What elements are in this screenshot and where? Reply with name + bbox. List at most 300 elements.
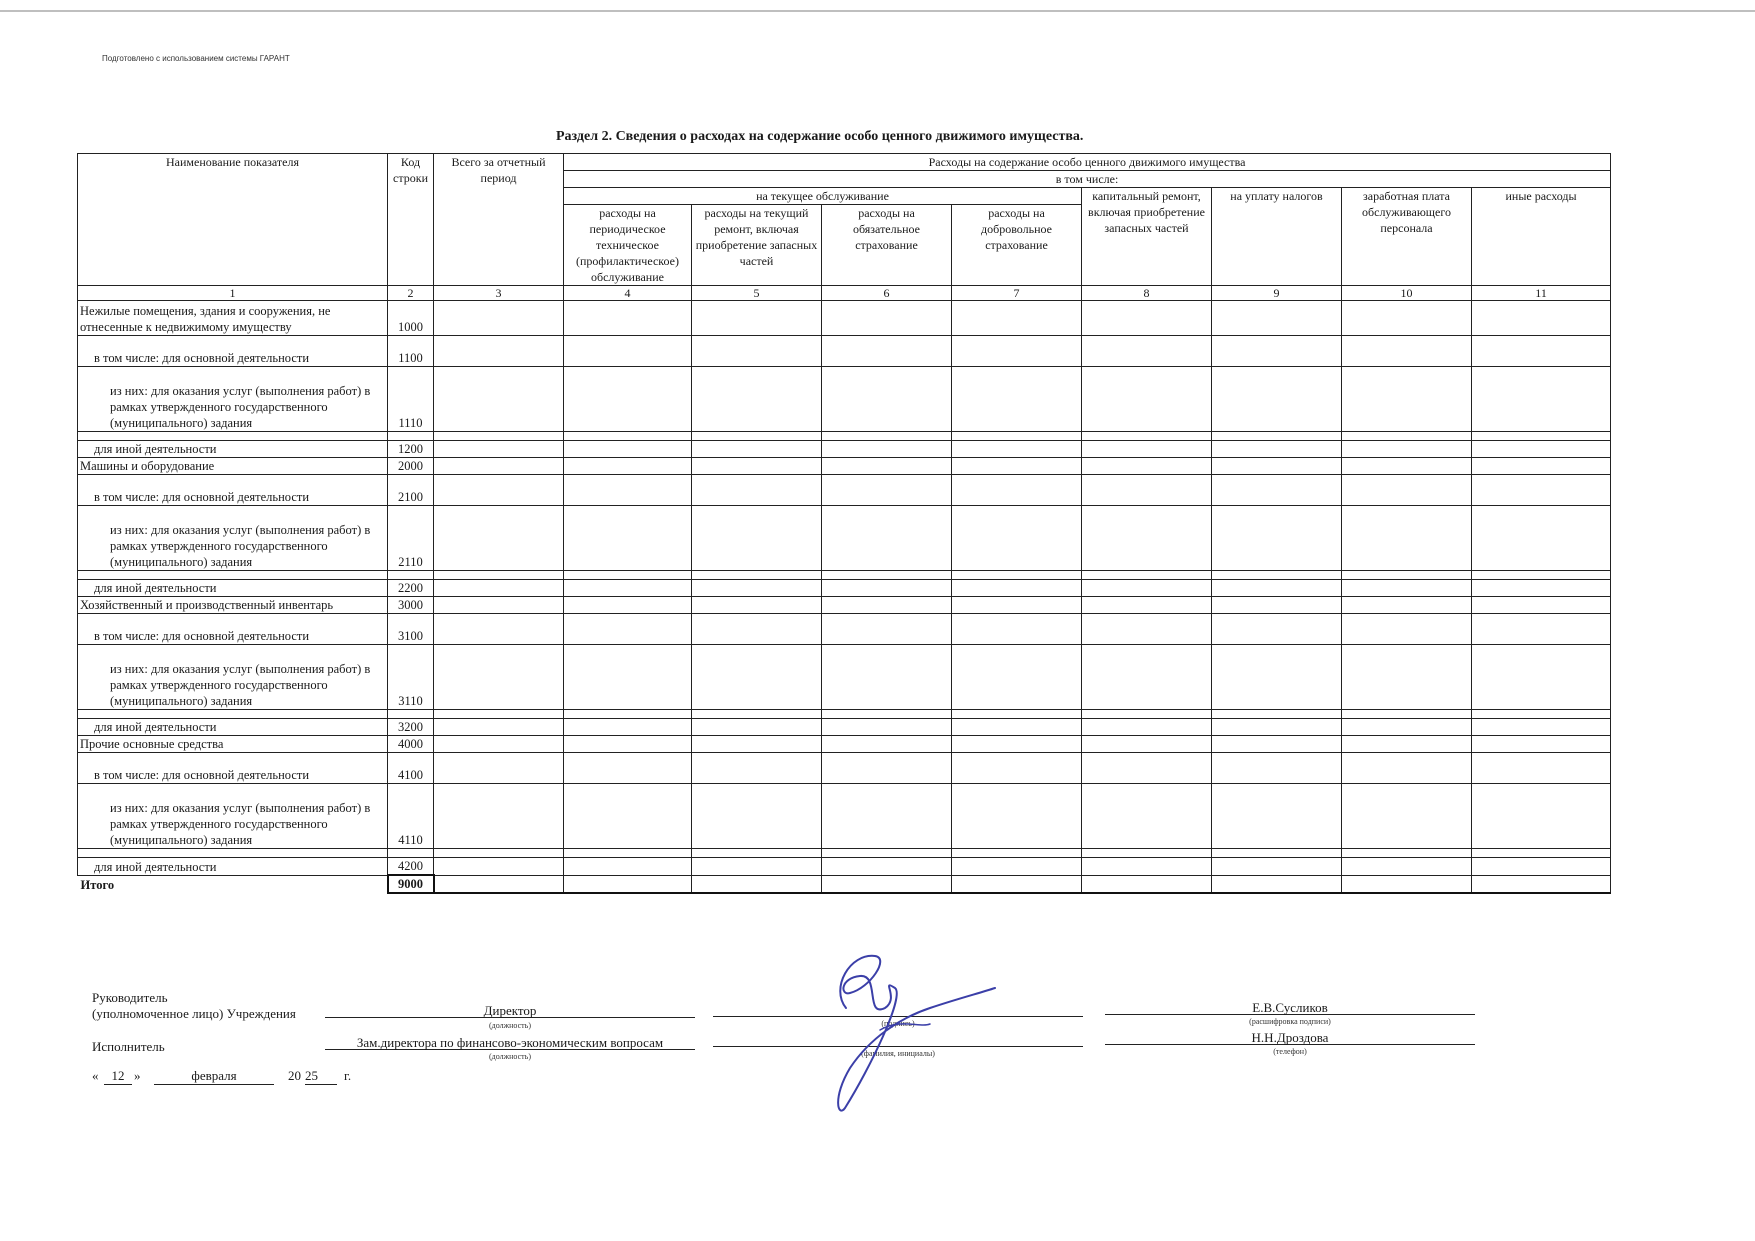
row-code: 1200	[388, 441, 434, 458]
value-cell	[564, 597, 692, 614]
value-cell	[1212, 858, 1342, 876]
date-open-quote: «	[92, 1068, 99, 1083]
value-cell	[1082, 858, 1212, 876]
value-cell	[434, 301, 564, 336]
empty-cell	[434, 710, 564, 719]
empty-cell	[1212, 571, 1342, 580]
col-num: 4	[564, 286, 692, 301]
empty-cell	[1342, 432, 1472, 441]
col-salary-header: заработная плата обслуживающего персонала	[1342, 188, 1472, 286]
value-cell	[1212, 441, 1342, 458]
value-cell	[1082, 475, 1212, 506]
value-cell	[564, 736, 692, 753]
value-cell	[1212, 784, 1342, 849]
value-cell	[434, 580, 564, 597]
value-cell	[1212, 367, 1342, 432]
value-cell	[1472, 736, 1611, 753]
value-cell	[952, 753, 1082, 784]
empty-cell	[78, 432, 388, 441]
empty-cell	[1212, 849, 1342, 858]
value-cell	[1472, 506, 1611, 571]
value-cell	[434, 858, 564, 876]
value-cell	[1472, 614, 1611, 645]
empty-cell	[692, 432, 822, 441]
value-cell	[952, 736, 1082, 753]
section-title: Раздел 2. Сведения о расходах на содержание особо ценного движимого имущества.	[556, 129, 1084, 144]
row-name: Машины и оборудование	[78, 458, 388, 475]
exec-fio-caption: (фамилия, инициалы)	[861, 1049, 935, 1058]
value-cell	[822, 614, 952, 645]
col-num: 5	[692, 286, 822, 301]
value-cell	[564, 301, 692, 336]
value-cell	[692, 719, 822, 736]
empty-cell	[1472, 432, 1611, 441]
value-cell	[434, 784, 564, 849]
head-position: Директор	[483, 1003, 537, 1018]
value-cell	[1082, 597, 1212, 614]
date-day: 12	[104, 1068, 132, 1085]
value-cell	[434, 614, 564, 645]
empty-cell	[434, 432, 564, 441]
value-cell	[1082, 580, 1212, 597]
value-cell	[952, 580, 1082, 597]
head-label-2: (уполномоченное лицо) Учреждения	[92, 1006, 296, 1021]
empty-cell	[1342, 849, 1472, 858]
value-cell	[952, 506, 1082, 571]
table-row	[78, 580, 1611, 597]
value-cell	[822, 441, 952, 458]
empty-cell	[692, 849, 822, 858]
value-cell	[1342, 475, 1472, 506]
empty-cell	[78, 849, 388, 858]
exec-name: Н.Н.Дроздова	[1251, 1030, 1329, 1045]
value-cell	[564, 506, 692, 571]
row-code: 4100	[388, 753, 434, 784]
value-cell	[564, 858, 692, 876]
value-cell	[692, 614, 822, 645]
value-cell	[822, 475, 952, 506]
empty-cell	[1212, 710, 1342, 719]
row-name: из них: для оказания услуг (выполнения работ) в рамках утвержденного государственного (муниципального) задания	[78, 367, 388, 432]
row-name: для иной деятельности	[78, 719, 388, 736]
expenses-table	[77, 153, 1611, 894]
value-cell	[434, 336, 564, 367]
value-cell	[692, 580, 822, 597]
table-row	[78, 719, 1611, 736]
value-cell	[1082, 784, 1212, 849]
value-cell	[1472, 458, 1611, 475]
empty-cell	[692, 710, 822, 719]
empty-cell	[1472, 571, 1611, 580]
date-year: 25	[305, 1068, 337, 1085]
table-row	[78, 441, 1611, 458]
value-cell	[1342, 753, 1472, 784]
row-name: из них: для оказания услуг (выполнения работ) в рамках утвержденного государственного (муниципального) задания	[78, 506, 388, 571]
head-name-caption: (расшифровка подписи)	[1249, 1017, 1331, 1026]
value-cell	[1082, 301, 1212, 336]
value-cell	[1212, 597, 1342, 614]
value-cell	[1212, 301, 1342, 336]
empty-cell	[692, 571, 822, 580]
col-num: 8	[1082, 286, 1212, 301]
col-num: 2	[388, 286, 434, 301]
value-cell	[692, 753, 822, 784]
value-cell	[1082, 367, 1212, 432]
head-name: Е.В.Сусликов	[1252, 1000, 1328, 1015]
empty-cell	[1212, 432, 1342, 441]
value-cell	[1082, 506, 1212, 571]
head-sign-caption: (подпись)	[881, 1019, 915, 1028]
row-code: 1100	[388, 336, 434, 367]
value-cell	[1212, 475, 1342, 506]
value-cell	[1212, 736, 1342, 753]
value-cell	[1342, 597, 1472, 614]
value-cell	[1472, 475, 1611, 506]
row-name: в том числе: для основной деятельности	[78, 336, 388, 367]
value-cell	[692, 441, 822, 458]
col-mandatory-header: расходы на обязательное страхование	[822, 205, 952, 286]
value-cell	[434, 475, 564, 506]
empty-cell	[434, 571, 564, 580]
value-cell	[434, 506, 564, 571]
row-code: 2100	[388, 475, 434, 506]
value-cell	[1212, 753, 1342, 784]
total-value-cell	[952, 875, 1082, 893]
value-cell	[952, 458, 1082, 475]
total-label: Итого	[78, 875, 388, 893]
empty-cell	[388, 432, 434, 441]
value-cell	[822, 753, 952, 784]
spacer-row	[78, 571, 1611, 580]
value-cell	[952, 336, 1082, 367]
value-cell	[952, 475, 1082, 506]
value-cell	[564, 784, 692, 849]
empty-cell	[388, 710, 434, 719]
spacer-row	[78, 432, 1611, 441]
value-cell	[1342, 614, 1472, 645]
value-cell	[1472, 441, 1611, 458]
row-code: 2200	[388, 580, 434, 597]
value-cell	[1082, 645, 1212, 710]
total-value-cell	[1342, 875, 1472, 893]
value-cell	[822, 719, 952, 736]
row-code: 1110	[388, 367, 434, 432]
value-cell	[952, 784, 1082, 849]
value-cell	[692, 475, 822, 506]
value-cell	[564, 475, 692, 506]
value-cell	[692, 506, 822, 571]
table-row	[78, 645, 1611, 710]
value-cell	[1472, 597, 1611, 614]
date-close-quote: »	[134, 1068, 141, 1083]
table-body	[78, 301, 1611, 894]
empty-cell	[1342, 710, 1472, 719]
value-cell	[822, 458, 952, 475]
table-row	[78, 475, 1611, 506]
value-cell	[1212, 336, 1342, 367]
row-name: в том числе: для основной деятельности	[78, 753, 388, 784]
row-code: 1000	[388, 301, 434, 336]
empty-cell	[1082, 849, 1212, 858]
row-name: для иной деятельности	[78, 580, 388, 597]
row-name: из них: для оказания услуг (выполнения работ) в рамках утвержденного государственного (муниципального) задания	[78, 645, 388, 710]
exec-position: Зам.директора по финансово-экономическим вопросам	[356, 1035, 664, 1050]
table-row	[78, 458, 1611, 475]
col-num: 9	[1212, 286, 1342, 301]
col-voluntary-header: расходы на добровольное страхование	[952, 205, 1082, 286]
table-row	[78, 367, 1611, 432]
row-code: 4000	[388, 736, 434, 753]
row-name: Нежилые помещения, здания и сооружения, не отнесенные к недвижимому имуществу	[78, 301, 388, 336]
value-cell	[1082, 719, 1212, 736]
value-cell	[1472, 753, 1611, 784]
prepared-note: Подготовлено с использованием системы ГАРАНТ	[102, 54, 290, 63]
row-name: в том числе: для основной деятельности	[78, 475, 388, 506]
col-num: 10	[1342, 286, 1472, 301]
value-cell	[692, 458, 822, 475]
value-cell	[822, 336, 952, 367]
value-cell	[952, 719, 1082, 736]
value-cell	[434, 441, 564, 458]
value-cell	[822, 367, 952, 432]
value-cell	[564, 614, 692, 645]
value-cell	[434, 367, 564, 432]
value-cell	[822, 301, 952, 336]
value-cell	[1342, 736, 1472, 753]
value-cell	[1082, 441, 1212, 458]
table-row	[78, 736, 1611, 753]
col-num: 11	[1472, 286, 1611, 301]
table-row	[78, 614, 1611, 645]
col-num: 3	[434, 286, 564, 301]
empty-cell	[564, 432, 692, 441]
table-row	[78, 784, 1611, 849]
value-cell	[1342, 580, 1472, 597]
value-cell	[1472, 301, 1611, 336]
total-value-cell	[692, 875, 822, 893]
head-label-1: Руководитель	[92, 990, 168, 1005]
column-numbers-row	[78, 286, 1611, 301]
row-code: 3200	[388, 719, 434, 736]
table-row	[78, 301, 1611, 336]
col-num: 7	[952, 286, 1082, 301]
empty-cell	[434, 849, 564, 858]
value-cell	[692, 736, 822, 753]
row-name: в том числе: для основной деятельности	[78, 614, 388, 645]
empty-cell	[564, 849, 692, 858]
value-cell	[822, 784, 952, 849]
empty-cell	[1342, 571, 1472, 580]
col-incl-header: в том числе:	[564, 171, 1611, 188]
value-cell	[822, 597, 952, 614]
empty-cell	[564, 710, 692, 719]
value-cell	[1082, 458, 1212, 475]
value-cell	[1472, 719, 1611, 736]
head-position-caption: (должность)	[489, 1021, 531, 1030]
value-cell	[434, 719, 564, 736]
empty-cell	[1082, 710, 1212, 719]
value-cell	[1472, 367, 1611, 432]
value-cell	[1212, 458, 1342, 475]
value-cell	[1342, 301, 1472, 336]
value-cell	[434, 597, 564, 614]
value-cell	[822, 645, 952, 710]
row-code: 2110	[388, 506, 434, 571]
row-code: 3110	[388, 645, 434, 710]
total-value-cell	[564, 875, 692, 893]
row-code: 4110	[388, 784, 434, 849]
col-periodic-header: расходы на периодическое техническое (профилактическое) обслуживание	[564, 205, 692, 286]
value-cell	[1342, 441, 1472, 458]
value-cell	[952, 645, 1082, 710]
total-value-cell	[822, 875, 952, 893]
value-cell	[1472, 784, 1611, 849]
value-cell	[692, 336, 822, 367]
col-num: 6	[822, 286, 952, 301]
col-code-header: Код строки	[388, 154, 434, 286]
value-cell	[434, 645, 564, 710]
table-row	[78, 597, 1611, 614]
empty-cell	[388, 571, 434, 580]
empty-cell	[78, 710, 388, 719]
value-cell	[1342, 458, 1472, 475]
row-name: Хозяйственный и производственный инвентарь	[78, 597, 388, 614]
total-value-cell	[1082, 875, 1212, 893]
date-year-prefix: 20	[288, 1068, 301, 1083]
empty-cell	[388, 849, 434, 858]
value-cell	[952, 441, 1082, 458]
empty-cell	[822, 571, 952, 580]
empty-cell	[1472, 710, 1611, 719]
value-cell	[1472, 336, 1611, 367]
value-cell	[564, 441, 692, 458]
table-row	[78, 858, 1611, 876]
row-name: для иной деятельности	[78, 858, 388, 876]
value-cell	[952, 858, 1082, 876]
value-cell	[822, 858, 952, 876]
value-cell	[1082, 614, 1212, 645]
empty-cell	[1082, 571, 1212, 580]
spacer-row	[78, 849, 1611, 858]
value-cell	[1472, 858, 1611, 876]
col-capital-header: капитальный ремонт, включая приобретение запасных частей	[1082, 188, 1212, 286]
empty-cell	[1472, 849, 1611, 858]
total-value-cell	[1212, 875, 1342, 893]
value-cell	[564, 719, 692, 736]
row-name: из них: для оказания услуг (выполнения работ) в рамках утвержденного государственного (муниципального) задания	[78, 784, 388, 849]
value-cell	[952, 597, 1082, 614]
value-cell	[822, 506, 952, 571]
empty-cell	[822, 849, 952, 858]
value-cell	[692, 301, 822, 336]
col-group-header: Расходы на содержание особо ценного движимого имущества	[564, 154, 1611, 171]
exec-phone-caption: (телефон)	[1273, 1047, 1307, 1056]
value-cell	[952, 301, 1082, 336]
value-cell	[1472, 645, 1611, 710]
spacer-row	[78, 710, 1611, 719]
value-cell	[1472, 580, 1611, 597]
value-cell	[692, 858, 822, 876]
row-name: для иной деятельности	[78, 441, 388, 458]
value-cell	[822, 580, 952, 597]
value-cell	[564, 580, 692, 597]
total-row	[78, 875, 1611, 893]
value-cell	[1212, 719, 1342, 736]
value-cell	[434, 458, 564, 475]
col-repair-header: расходы на текущий ремонт, включая приобретение запасных частей	[692, 205, 822, 286]
col-taxes-header: на уплату налогов	[1212, 188, 1342, 286]
col-name-header: Наименование показателя	[78, 154, 388, 286]
header-row-1	[78, 154, 1611, 171]
value-cell	[1082, 336, 1212, 367]
empty-cell	[952, 710, 1082, 719]
value-cell	[1342, 784, 1472, 849]
table-row	[78, 336, 1611, 367]
col-other-header: иные расходы	[1472, 188, 1611, 286]
value-cell	[952, 614, 1082, 645]
value-cell	[1342, 336, 1472, 367]
value-cell	[564, 336, 692, 367]
value-cell	[1342, 367, 1472, 432]
row-name: Прочие основные средства	[78, 736, 388, 753]
exec-label: Исполнитель	[92, 1039, 165, 1054]
total-value-cell	[1472, 875, 1611, 893]
value-cell	[434, 753, 564, 784]
empty-cell	[1082, 432, 1212, 441]
value-cell	[952, 367, 1082, 432]
value-cell	[1342, 719, 1472, 736]
value-cell	[1082, 736, 1212, 753]
col-total-header: Всего за отчетный период	[434, 154, 564, 286]
col-num: 1	[78, 286, 388, 301]
value-cell	[1342, 858, 1472, 876]
empty-cell	[952, 571, 1082, 580]
empty-cell	[952, 849, 1082, 858]
row-code: 4200	[388, 858, 434, 876]
row-code: 3100	[388, 614, 434, 645]
row-code: 3000	[388, 597, 434, 614]
date-suffix: г.	[344, 1068, 352, 1083]
empty-cell	[822, 710, 952, 719]
total-code: 9000	[388, 875, 434, 893]
value-cell	[822, 736, 952, 753]
value-cell	[434, 736, 564, 753]
value-cell	[1212, 614, 1342, 645]
value-cell	[1212, 506, 1342, 571]
value-cell	[564, 458, 692, 475]
table-row	[78, 506, 1611, 571]
value-cell	[1212, 580, 1342, 597]
exec-position-caption: (должность)	[489, 1052, 531, 1061]
empty-cell	[78, 571, 388, 580]
value-cell	[692, 597, 822, 614]
page-top-edge	[0, 10, 1755, 12]
total-value-cell	[434, 875, 564, 893]
value-cell	[692, 784, 822, 849]
value-cell	[564, 645, 692, 710]
date-month: февраля	[154, 1068, 274, 1085]
value-cell	[564, 367, 692, 432]
value-cell	[1342, 506, 1472, 571]
table-row	[78, 753, 1611, 784]
empty-cell	[822, 432, 952, 441]
empty-cell	[564, 571, 692, 580]
value-cell	[1342, 645, 1472, 710]
row-code: 2000	[388, 458, 434, 475]
value-cell	[692, 645, 822, 710]
value-cell	[692, 367, 822, 432]
value-cell	[1082, 753, 1212, 784]
